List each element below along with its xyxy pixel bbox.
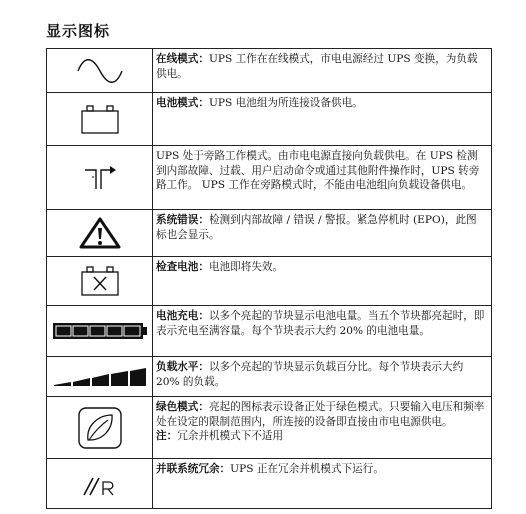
description-cell <box>153 257 492 306</box>
table-row <box>47 357 492 397</box>
row-title: 电池充电： <box>156 310 209 322</box>
icon-cell <box>47 146 153 210</box>
row-title: 电池模式： <box>156 97 209 109</box>
table-row <box>47 257 492 306</box>
sine-wave-icon <box>47 59 152 83</box>
row-text: UPS 正在冗余并机模式下运行。 <box>230 463 384 475</box>
description-cell <box>153 210 492 257</box>
description-cell <box>153 397 492 459</box>
row-title: 负载水平： <box>156 361 209 373</box>
row-title: 绿色模式： <box>156 401 209 413</box>
icon-cell <box>47 257 153 306</box>
parallel-redundancy-icon <box>47 469 152 499</box>
battery-charge-icon <box>47 321 152 341</box>
table-row <box>47 459 492 509</box>
row-text: 检测到内部故障 / 错误 / 警报。紧急停机时 (EPO)，此图标也会显示。 <box>156 214 477 241</box>
icon-cell <box>47 459 153 509</box>
description-cell <box>153 459 492 509</box>
description-cell <box>153 93 492 146</box>
icon-cell <box>47 306 153 357</box>
battery-icon <box>47 102 152 136</box>
row-text: UPS 工作在在线模式，市电电源经过 UPS 变换，为负载供电。 <box>156 53 478 80</box>
row-text: 电池即将失效。 <box>208 261 284 273</box>
description-cell <box>153 146 492 210</box>
row-title: 系统错误： <box>156 214 209 226</box>
icon-cell <box>47 210 153 257</box>
row-text: 以多个亮起的节块显示电池电量。当五个节块都亮起时，即表示充电至满容量。每个节块表示大约 20% 的电池电量。 <box>156 310 485 337</box>
row-text: UPS 处于旁路工作模式。由市电电源直接向负载供电。在 UPS 检测到内部故障、过载、用户启动命令或通过其他附件操作时，UPS 转旁路工作。 UPS 工作在旁路模式时，不能由电池组向负载设备供电。 <box>156 150 480 192</box>
load-level-icon <box>47 366 152 388</box>
leaf-icon <box>47 405 152 451</box>
table-row <box>47 49 492 93</box>
description-cell <box>153 49 492 93</box>
row-title: 检查电池： <box>156 261 209 273</box>
table-row <box>47 306 492 357</box>
description-cell <box>153 357 492 397</box>
row-text: UPS 电池组为所连接设备供电。 <box>208 97 363 109</box>
table-row <box>47 93 492 146</box>
icon-table <box>46 48 492 509</box>
icon-cell <box>47 93 153 146</box>
section-heading: 显示图标 <box>46 22 111 40</box>
table-row <box>47 210 492 257</box>
table-row <box>47 397 492 459</box>
check-battery-icon <box>47 264 152 298</box>
warning-icon <box>47 216 152 250</box>
icon-cell <box>47 357 153 397</box>
row-title: 在线模式： <box>156 53 209 65</box>
row-title: 并联系统冗余： <box>156 463 231 475</box>
row-text: 亮起的图标表示设备正处于绿色模式。只要输入电压和频率处在设定的限制范围内，所连接的设备即直接由市电电源供电。 <box>156 401 485 428</box>
icon-cell <box>47 49 153 93</box>
note-text: 冗余并机模式下不适用 <box>177 430 284 443</box>
bypass-icon <box>47 162 152 194</box>
icon-cell <box>47 397 153 459</box>
description-cell <box>153 306 492 357</box>
table-row <box>47 146 492 210</box>
row-text: 以多个亮起的节块显示负载百分比。每个节块表示大约 20% 的负载。 <box>156 361 464 388</box>
note-label: 注： <box>156 430 178 443</box>
